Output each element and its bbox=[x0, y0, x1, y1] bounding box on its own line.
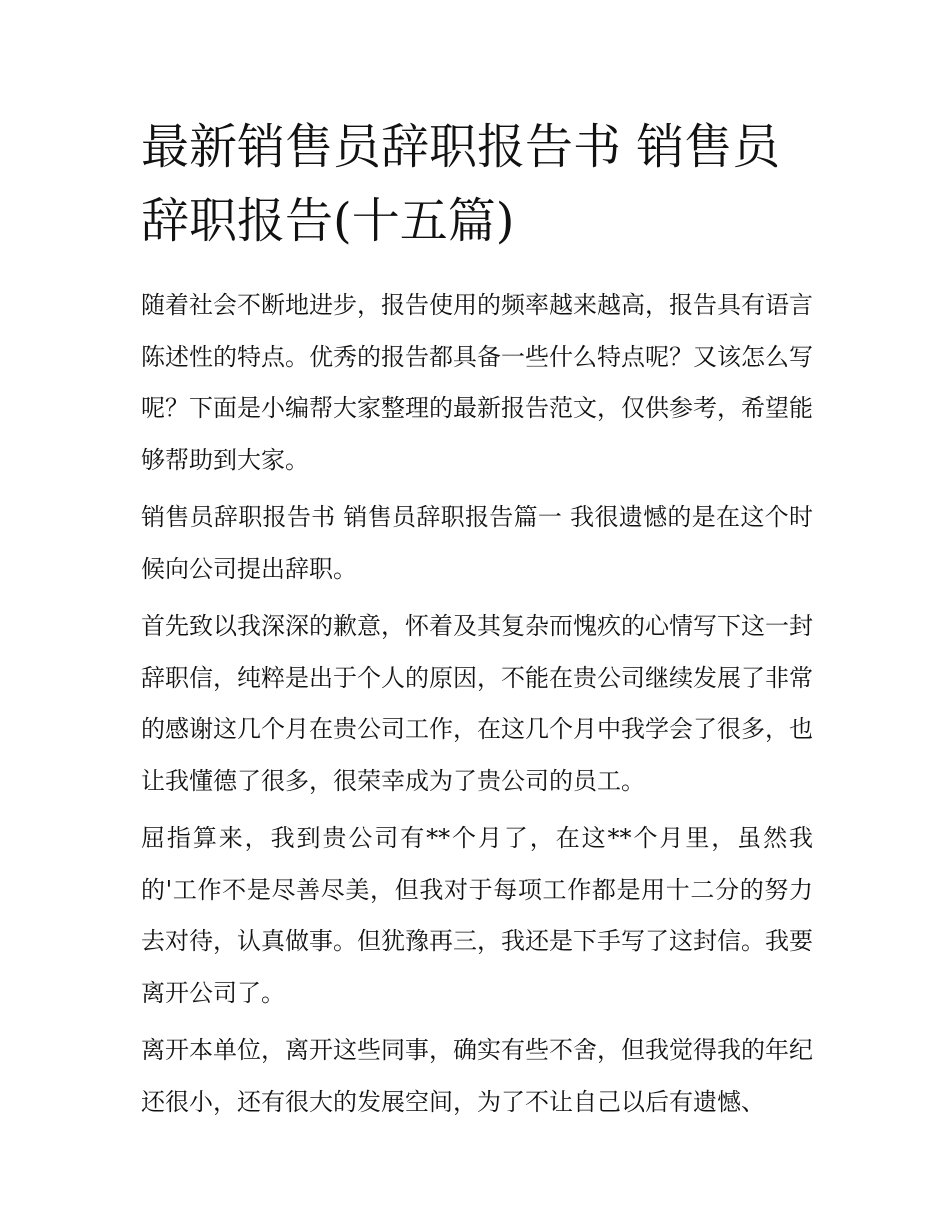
paragraph-heading-line: 销售员辞职报告书 销售员辞职报告篇一 我很遗憾的是在这个时候向公司提出辞职。 bbox=[141, 503, 813, 583]
paragraph-tenure: 屈指算来，我到贵公司有**个月了，在这**个月里，虽然我的'工作不是尽善尽美，但我对于每项工作都是用十二分的努力去对待，认真做事。但犹豫再三，我还是下手写了这封信。我要离开公司了。 bbox=[141, 824, 813, 1007]
document-title: 最新销售员辞职报告书 销售员辞职报告(十五篇) bbox=[141, 119, 781, 249]
document-page bbox=[141, 110, 813, 1134]
paragraph-intro: 随着社会不断地进步，报告使用的频率越来越高，报告具有语言陈述性的特点。优秀的报告都具备一些什么特点呢？又该怎么写呢？下面是小编帮大家整理的最新报告范文，仅供参考，希望能够帮助到大家。 bbox=[141, 291, 813, 474]
paragraph-leaving: 离开本单位，离开这些同事，确实有些不舍，但我觉得我的年纪还很小，还有很大的发展空间，为了不让自己以后有遗憾、 bbox=[141, 1036, 813, 1116]
paragraph-apology: 首先致以我深深的歉意，怀着及其复杂而愧疚的心情写下这一封辞职信，纯粹是出于个人的原因，不能在贵公司继续发展了非常的感谢这几个月在贵公司工作，在这几个月中我学会了很多，也让我懂德了很多，很荣幸成为了贵公司的员工。 bbox=[141, 612, 813, 795]
document-body bbox=[141, 280, 813, 1128]
